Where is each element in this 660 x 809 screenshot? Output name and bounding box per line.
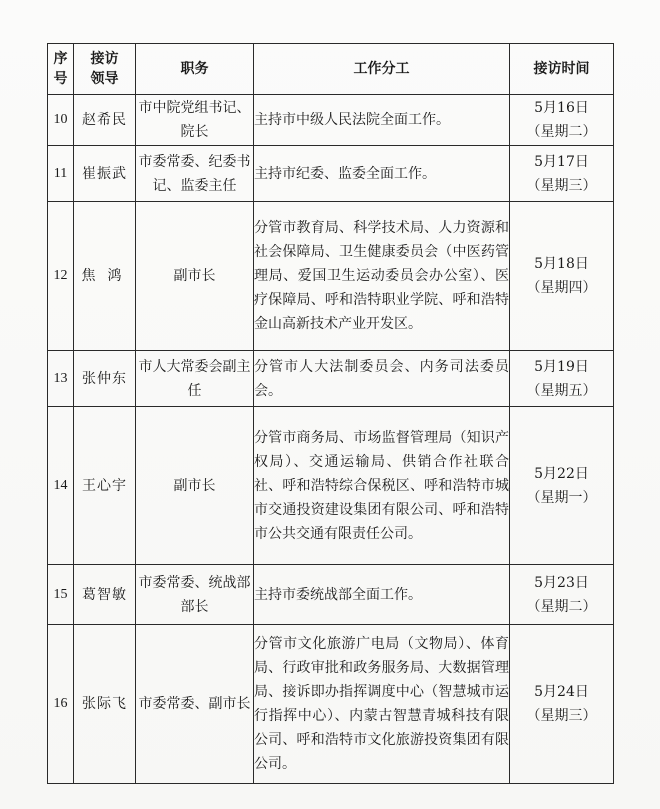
table-row [48, 351, 614, 407]
row-date: 5月22日 [534, 465, 589, 482]
row-number: 16 [48, 625, 74, 784]
table-row [48, 146, 614, 202]
row-date: 5月24日 [534, 684, 589, 700]
row-leader: 王心宇 [74, 407, 136, 565]
table-row [48, 407, 614, 565]
row-duty: 主持市纪委、监委全面工作。 [254, 146, 510, 202]
row-date: 5月18日 [534, 256, 589, 272]
row-number: 15 [48, 565, 74, 625]
row-duty: 分管市文化旅游广电局（文物局）、体育局、行政审批和政务服务局、大数据管理局、接诉即办指挥调度中心（智慧城市运行指挥中心）、内蒙古智慧青城科技有限公司、呼和浩特市文化旅游投资集团有限公司。 [254, 625, 510, 784]
row-time [510, 95, 614, 146]
row-duty: 主持市委统战部全面工作。 [254, 565, 510, 625]
table-row [48, 202, 614, 351]
row-number: 13 [48, 351, 74, 407]
row-date: 5月16日 [534, 100, 589, 116]
row-duty: 分管市商务局、市场监督管理局（知识产权局）、交通运输局、供销合作社联合社、呼和浩特综合保税区、呼和浩特市城市交通投资建设集团有限公司、呼和浩特市公共交通有限责任公司。 [254, 407, 510, 565]
row-date: 5月17日 [534, 153, 589, 170]
row-post: 副市长 [136, 407, 254, 565]
row-leader: 张际飞 [74, 625, 136, 784]
row-post: 市委常委、副市长 [136, 625, 254, 784]
row-leader: 葛智敏 [74, 565, 136, 625]
row-weekday: （星期三） [526, 708, 597, 724]
header-leader: 接访领导 [74, 44, 136, 95]
reception-schedule-table [47, 43, 614, 784]
row-weekday: （星期二） [526, 124, 597, 140]
row-date: 5月23日 [534, 574, 589, 591]
row-post: 市委常委、统战部部长 [136, 565, 254, 625]
row-duty: 分管市人大法制委员会、内务司法委员会。 [254, 351, 510, 407]
row-post: 市人大常委会副主任 [136, 351, 254, 407]
header-duty: 工作分工 [254, 44, 510, 95]
row-time [510, 565, 614, 625]
header-time: 接访时间 [510, 44, 614, 95]
row-number: 14 [48, 407, 74, 565]
row-leader: 崔振武 [74, 146, 136, 202]
row-number: 11 [48, 146, 74, 202]
row-weekday: （星期一） [526, 489, 597, 506]
row-number: 10 [48, 95, 74, 146]
row-leader: 焦鸿 [74, 202, 136, 351]
row-post: 市委常委、纪委书记、监委主任 [136, 146, 254, 202]
row-time [510, 202, 614, 351]
row-time [510, 146, 614, 202]
row-time [510, 625, 614, 784]
table-row [48, 625, 614, 784]
row-weekday: （星期四） [526, 280, 597, 296]
row-leader: 赵希民 [74, 95, 136, 146]
row-weekday: （星期二） [526, 598, 597, 615]
table-row [48, 95, 614, 146]
header-post: 职务 [136, 44, 254, 95]
row-number: 12 [48, 202, 74, 351]
header-no: 序号 [48, 44, 74, 95]
row-date: 5月19日 [534, 358, 589, 375]
row-time [510, 407, 614, 565]
row-leader: 张仲东 [74, 351, 136, 407]
row-post: 副市长 [136, 202, 254, 351]
table-row [48, 565, 614, 625]
row-duty: 主持市中级人民法院全面工作。 [254, 95, 510, 146]
row-duty: 分管市教育局、科学技术局、人力资源和社会保障局、卫生健康委员会（中医药管理局、爱国卫生运动委员会办公室）、医疗保障局、呼和浩特职业学院、呼和浩特金山高新技术产业开发区。 [254, 202, 510, 351]
row-post: 市中院党组书记、院长 [136, 95, 254, 146]
row-time [510, 351, 614, 407]
table-header-row [48, 44, 614, 95]
row-weekday: （星期三） [526, 177, 597, 194]
row-weekday: （星期五） [526, 382, 597, 399]
